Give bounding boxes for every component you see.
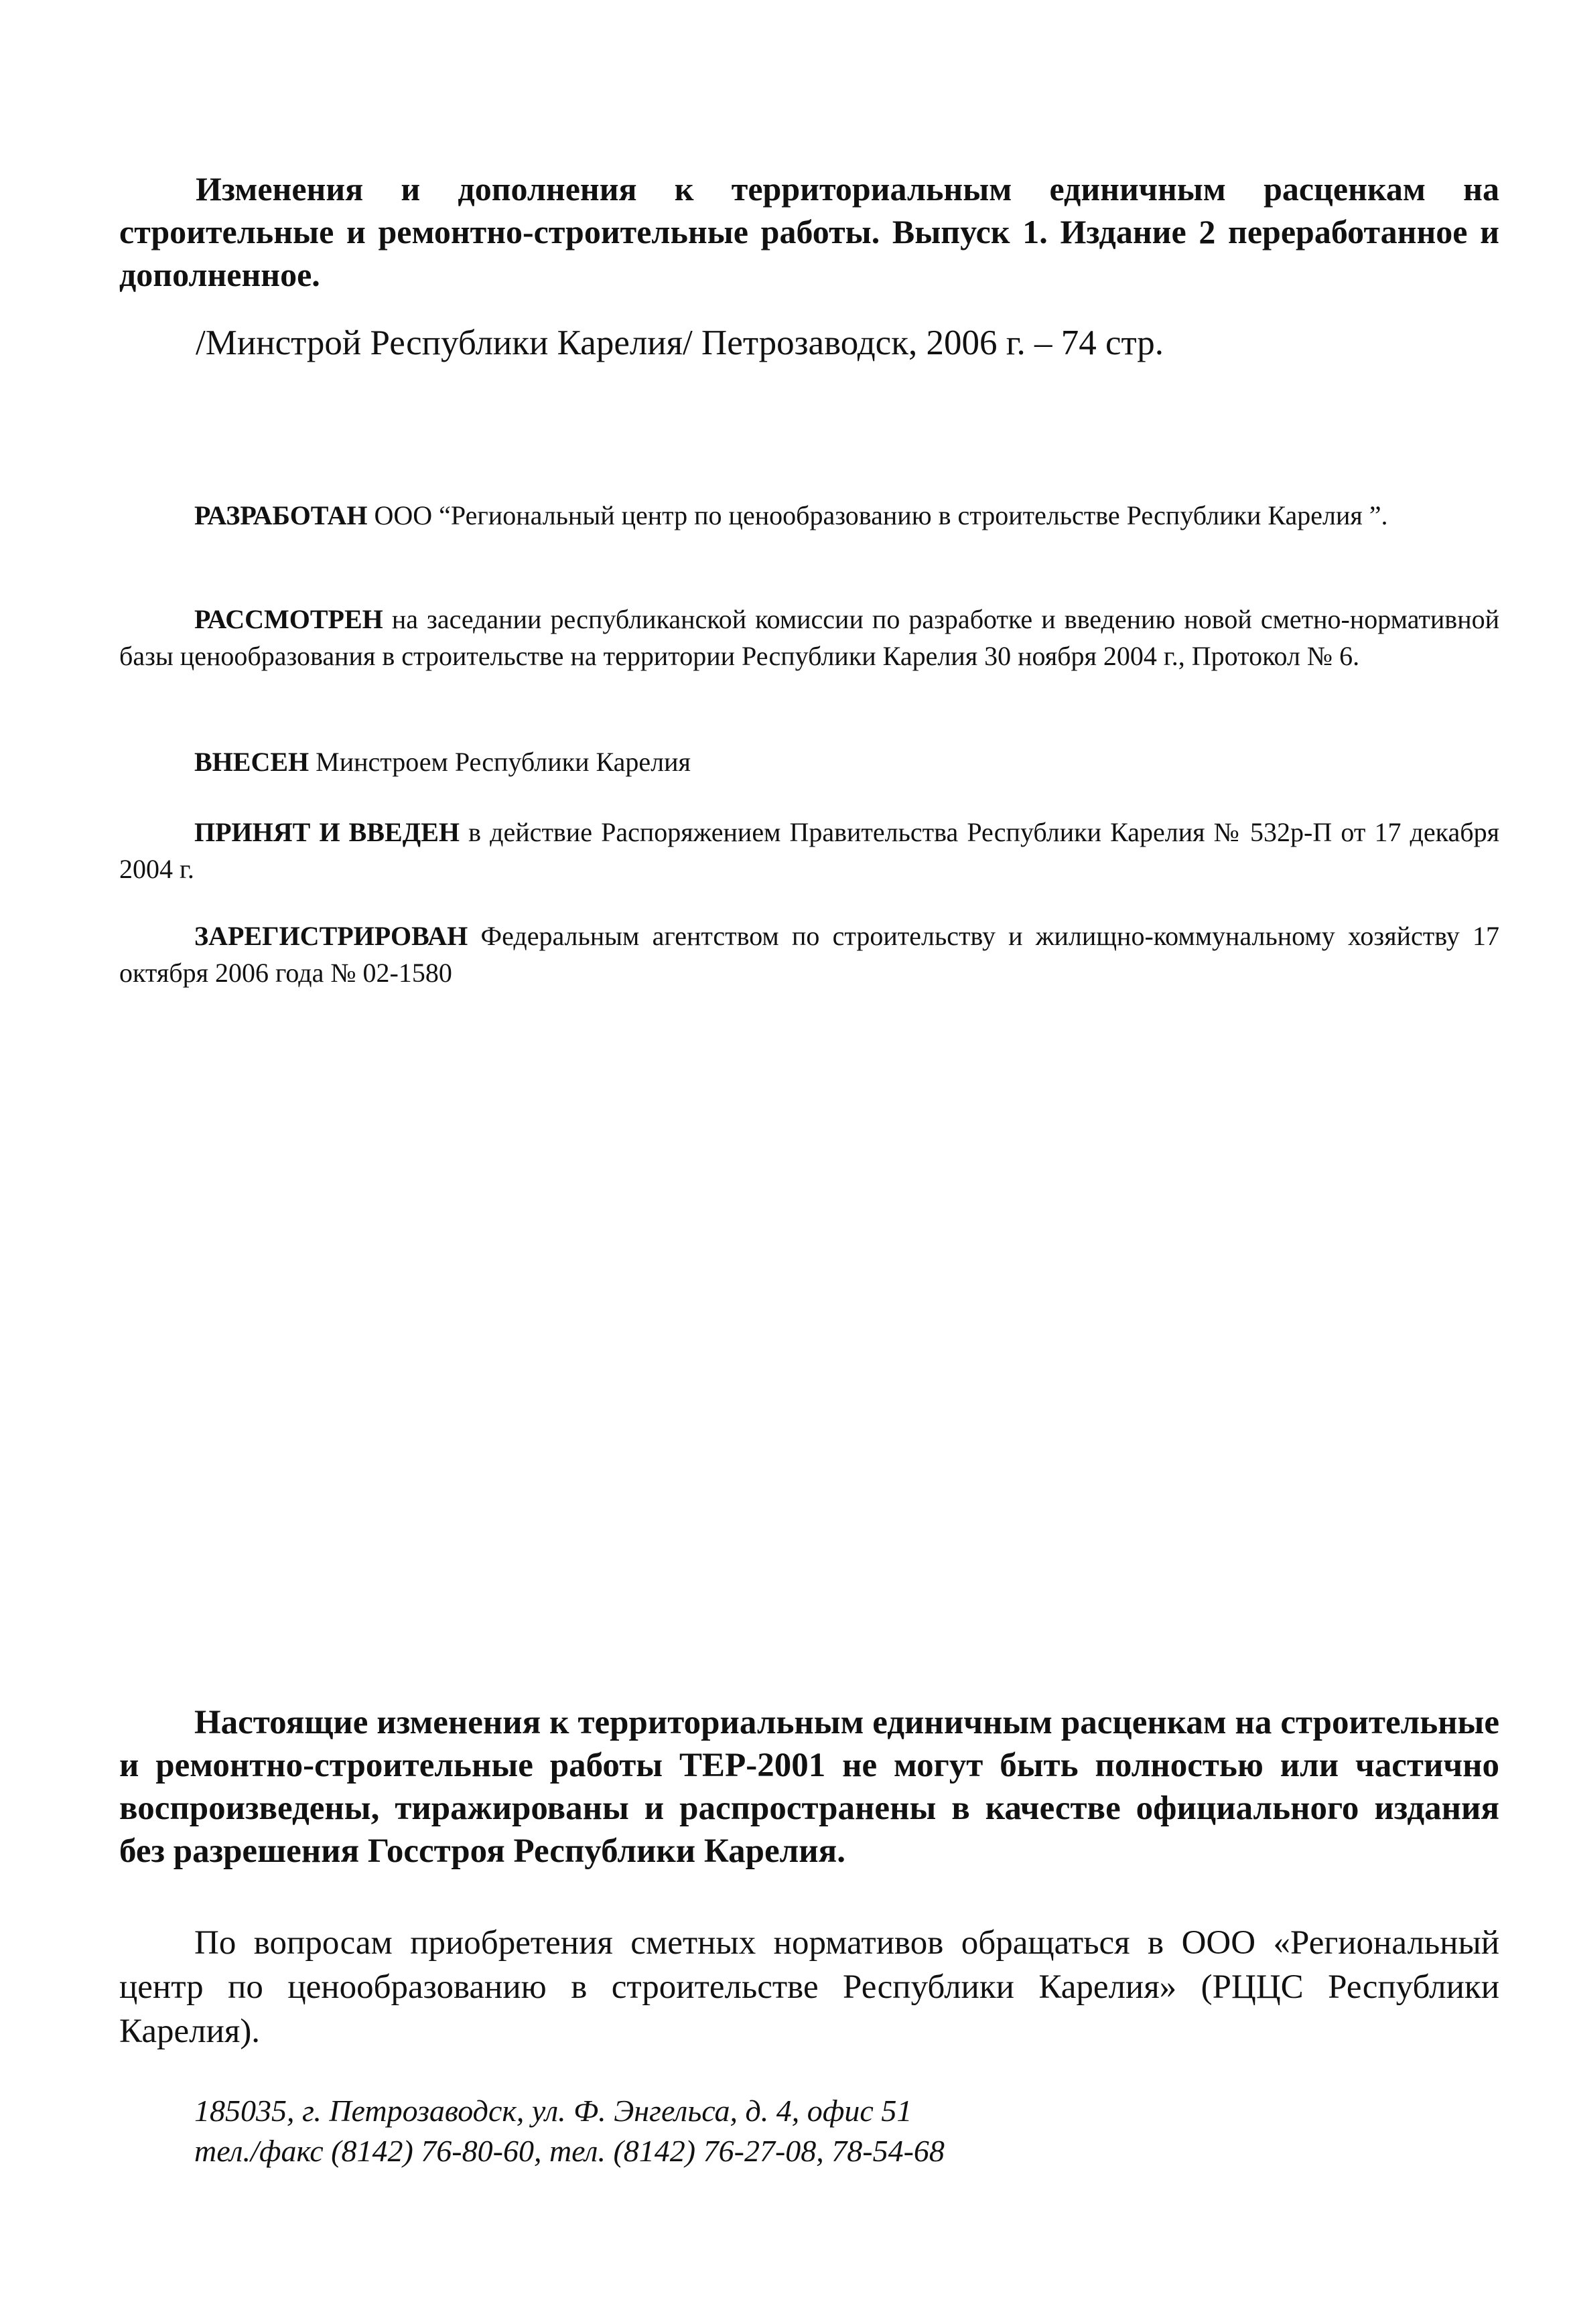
- registered-paragraph: [119, 918, 1499, 991]
- address-block: [194, 2091, 1467, 2171]
- introduced-label: ВНЕСЕН: [194, 747, 310, 777]
- developed-paragraph: [119, 497, 1499, 534]
- document-title: Изменения и дополнения к территориальным единичным расценкам на строительные и ремонтно-строительные работы. Выпуск 1. Издание 2 переработанное и дополненное.: [119, 170, 1499, 293]
- contact-paragraph: По вопросам приобретения сметных нормативов обращаться в ООО «Региональный центр по ценообразованию в строительстве Республики Карелия» (РЦЦС Республики Карелия).: [119, 1924, 1499, 2050]
- adopted-text: в действие Распоряжением Правительства Республики Карелия № 532р-П от 17 декабря 2004 г.: [119, 817, 1499, 884]
- registered-label: ЗАРЕГИСТРИРОВАН: [194, 921, 468, 951]
- adopted-paragraph: [119, 814, 1499, 887]
- adopted-label: ПРИНЯТ И ВВЕДЕН: [194, 817, 460, 847]
- publisher-line: /Минстрой Республики Карелия/ Петрозаводск, 2006 г. – 74 стр.: [196, 323, 1164, 362]
- reviewed-text: на заседании республиканской комиссии по разработке и введению новой сметно-нормативной базы ценообразования в строительстве на территории Республики Карелия 30 ноября 2004 г., Протокол № 6.: [119, 604, 1500, 671]
- developed-text: ООО “Региональный центр по ценообразованию в строительстве Республики Карелия ”.: [374, 500, 1388, 530]
- phone-line: тел./факс (8142) 76-80-60, тел. (8142) 76-27-08, 78-54-68: [194, 2134, 945, 2168]
- reviewed-paragraph: [119, 601, 1499, 674]
- introduced-paragraph: [119, 743, 1499, 780]
- developed-label: РАЗРАБОТАН: [194, 500, 368, 530]
- registered-text: Федеральным агентством по строительству и жилищно-коммунальному хозяйству 17 октября 2006 года № 02-1580: [119, 921, 1500, 988]
- address-line: 185035, г. Петрозаводск, ул. Ф. Энгельса, д. 4, офис 51: [194, 2094, 912, 2128]
- copyright-notice: Настоящие изменения к территориальным единичным расценкам на строительные и ремонтно-строительные работы ТЕР-2001 не могут быть полностью или частично воспроизведены, тиражированы и распространены в качестве официального издания без разрешения Госстроя Республики Карелия.: [119, 1704, 1499, 1870]
- reviewed-label: РАССМОТРЕН: [194, 604, 383, 634]
- introduced-text: Минстроем Республики Карелия: [316, 747, 691, 777]
